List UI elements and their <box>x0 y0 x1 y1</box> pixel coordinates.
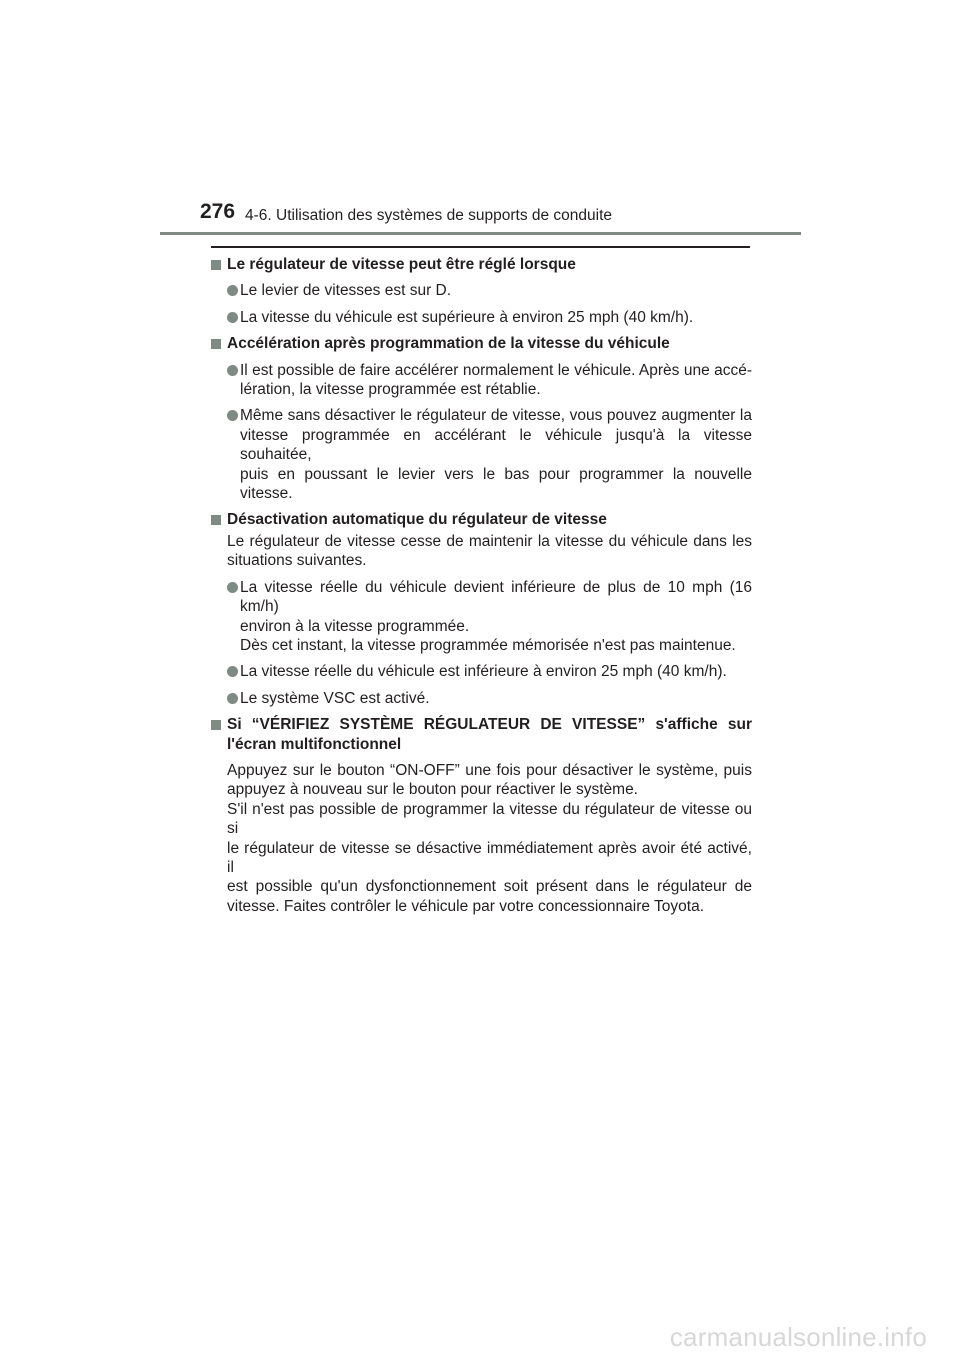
round-bullet-icon <box>227 582 238 593</box>
section-title-line: l'écran multifonctionnel <box>227 735 402 753</box>
section-check-system-warning <box>211 715 752 916</box>
list-item-text: puis en poussant le levier vers le bas pour programmer la nouvelle vitesse. <box>240 465 752 503</box>
section-title: Désactivation automatique du régulateur de vitesse <box>227 511 607 529</box>
square-bullet-icon <box>211 339 221 349</box>
page-number: 276 <box>200 200 236 223</box>
square-bullet-icon <box>211 260 221 270</box>
round-bullet-icon <box>227 410 238 421</box>
paragraph-line: situations suivantes. <box>227 552 367 570</box>
list-item <box>227 281 752 300</box>
list-item-text: La vitesse du véhicule est supérieure à environ 25 mph (40 km/h). <box>240 308 694 326</box>
round-bullet-icon <box>227 365 238 376</box>
page-content <box>211 255 752 916</box>
paragraph-line: appuyez à nouveau sur le bouton pour réactiver le système. <box>227 781 638 799</box>
list-item-text: lération, la vitesse programmée est rétablie. <box>240 381 541 399</box>
list-item-text: environ à la vitesse programmée. <box>240 617 470 635</box>
paragraph-line: S'il n'est pas possible de programmer la vitesse du régulateur de vitesse ou si <box>227 800 752 838</box>
section-speed-conditions <box>211 255 752 327</box>
watermark: carmanualsonline.info <box>669 1322 927 1352</box>
list-item <box>227 361 752 400</box>
list-item <box>227 662 752 681</box>
section-paragraph <box>227 761 752 916</box>
list-item-text: Dès cet instant, la vitesse programmée mémorisée n'est pas maintenue. <box>240 636 736 654</box>
list-item-text: La vitesse réelle du véhicule devient inférieure de plus de 10 mph (16 km/h) <box>240 578 752 616</box>
list-item <box>227 406 752 503</box>
section-acceleration <box>211 334 752 503</box>
list-item-text: Il est possible de faire accélérer normalement le véhicule. Après une accé- <box>240 361 752 379</box>
paragraph-line: est possible qu'un dysfonctionnement soit présent dans le régulateur de <box>227 878 752 896</box>
square-bullet-icon <box>211 515 221 525</box>
list-item-text: Le système VSC est activé. <box>240 689 430 707</box>
paragraph-line: Le régulateur de vitesse cesse de maintenir la vitesse du véhicule dans les <box>227 532 752 550</box>
list-item <box>227 578 752 656</box>
round-bullet-icon <box>227 312 238 323</box>
square-bullet-icon <box>211 720 221 730</box>
list-item-text: Même sans désactiver le régulateur de vitesse, vous pouvez augmenter la <box>240 407 752 425</box>
section-rule <box>211 246 750 248</box>
list-item <box>227 308 752 327</box>
section-auto-deactivation <box>211 510 752 708</box>
list-item-text: La vitesse réelle du véhicule est inférieure à environ 25 mph (40 km/h). <box>240 663 727 681</box>
section-title <box>227 715 752 754</box>
chapter-title: 4-6. Utilisation des systèmes de supports de conduite <box>245 207 613 224</box>
round-bullet-icon <box>227 693 238 704</box>
paragraph-line: vitesse. Faites contrôler le véhicule par votre concessionnaire Toyota. <box>227 897 705 915</box>
section-intro <box>227 532 752 571</box>
section-title: Accélération après programmation de la vitesse du véhicule <box>227 335 670 353</box>
list-item <box>227 689 752 708</box>
list-item-text: Le levier de vitesses est sur D. <box>240 282 452 300</box>
section-title: Le régulateur de vitesse peut être réglé lorsque <box>227 256 576 273</box>
round-bullet-icon <box>227 285 238 296</box>
paragraph-line: Appuyez sur le bouton “ON-OFF” une fois pour désactiver le système, puis <box>227 761 752 779</box>
header-rule <box>160 232 801 235</box>
round-bullet-icon <box>227 666 238 677</box>
list-item-text: vitesse programmée en accélérant le véhicule jusqu'à la vitesse souhaitée, <box>240 426 752 464</box>
section-title-line: Si “VÉRIFIEZ SYSTÈME RÉGULATEUR DE VITESSE” s'affiche sur <box>227 716 752 734</box>
paragraph-line: le régulateur de vitesse se désactive immédiatement après avoir été activé, il <box>227 839 752 876</box>
